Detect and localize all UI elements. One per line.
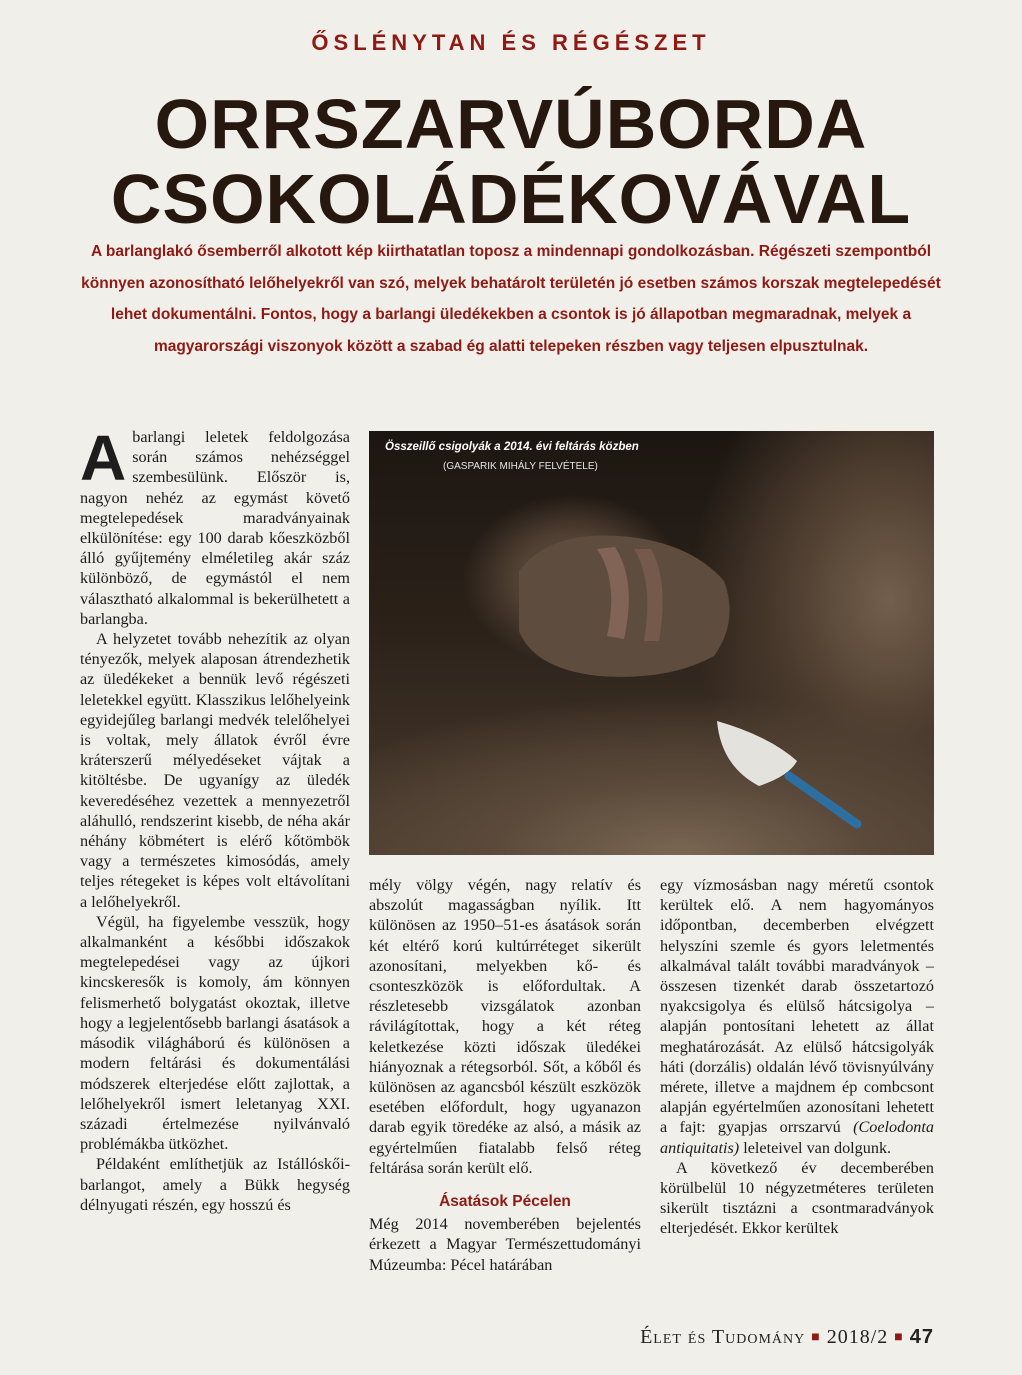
lead-paragraph: A barlanglakó ősemberről alkotott kép kiirthatatlan toposz a mindennapi gondolkozásban. Régészeti szempontból könnyen azonosítható lelőhelyekről van szó, melyek behatárolt területén jó esetben számos korszak megtelepedését lehet dokumentálni. Fontos, hogy a barlangi üledékekben a csontok is jó állapotban megmaradnak, melyek a magyarországi viszonyok között a szabad ég alatti telepeken részben vagy teljesen elpusztulnak. <box>81 243 941 355</box>
paragraph: mély völgy végén, nagy relatív és abszolút magasságban nyílik. Itt különösen az 1950–51-es ásatások során két eltérő korú kultúrréteget sikerült azonosítani, melyekben kő- és csonteszközök is előfordultak. A részletesebb vizsgálatok azonban rávilágítottak, hogy a két réteg keletkezése közti időszak üledékei hiányoznak a rétegsorból. Sőt, a kőből és különösen az agancsból készült eszközök esetében előfordult, hogy ugyanazon darab egyik töredéke az alsó, a másik az egyértelműen fiatalabb felső réteg feltárása során került elő. <box>369 876 641 1177</box>
paragraph: Végül, ha figyelembe vesszük, hogy alkalmanként a későbbi időszakok megtelepedései vagy az újkori kincskeresők is komoly, ám könnyen felismerhető bolygatást okoztak, illetve hogy a legjelentősebb barlangi ásatások a második világháború és különösen a modern feltárási és dokumentálási módszerek elterjedése előtt zajlottak, a lelőhelyekről ismert leletanyag XXI. századi értelmezése nyilvánvaló problémákba ütközhet. <box>80 912 350 1154</box>
paragraph <box>660 875 934 1158</box>
paragraph-text: barlangi leletek feldolgozása során számos nehézséggel szembesülünk. Először is, nagyon nehéz az egymást követő megtelepedések maradványainak elkülönítése: egy 100 darab kőeszközből álló gyűjtemény elméletileg akár száz különböző, de egymástól el nem választható alkalommal is bekerülhetett a barlangba. <box>80 428 350 628</box>
trowel-icon <box>717 721 857 824</box>
text-column-3 <box>660 875 934 1239</box>
text-column-2 <box>369 875 641 1275</box>
section-label: ŐSLÉNYTAN ÉS RÉGÉSZET <box>311 30 711 55</box>
article-title-line2: CSOKOLÁDÉKOVÁVAL <box>110 160 912 238</box>
page-number: 47 <box>909 1326 934 1348</box>
paragraph-text: leleteivel van dolgunk. <box>743 1138 892 1157</box>
bullet-icon: ■ <box>894 1330 904 1345</box>
vertebrae-icon <box>519 535 730 676</box>
paragraph: A következő év decemberében körülbelül 10 négyzetméteres területen sikerült tisztázni a csontmaradványok elterjedését. Ekkor kerültek <box>660 1158 934 1238</box>
paragraph <box>80 422 350 629</box>
paragraph: Példaként említhetjük az Istállóskői-barlangot, amely a Bükk hegység délnyugati részén, egy hosszú és <box>80 1155 350 1214</box>
page-footer <box>640 1326 934 1349</box>
photo-credit: (GASPARIK MIHÁLY FELVÉTELE) <box>443 461 598 472</box>
article-title-line1: ORRSZARVÚBORDA <box>154 85 868 163</box>
magazine-name: Élet és Tudomány <box>640 1326 806 1348</box>
paragraph-text: egy vízmosásban nagy méretű csontok kerültek elő. A nem hagyományos időpontban, decemberben elvégzett helyszíni szemle és gyors leletmentés alkalmával talált további maradványok – összesen tizenkét darab összetartozó nyakcsigolya és elülső hátcsigolya – alapján pontosítani lehetett az állat meghatározását. Az elülső hátcsigolyák háti (dorzális) oldalán lévő tövisnyúlvány mérete, illetve a majdnem ép combcsont alapján egyértelműen azonosítani lehetett a fajt: gyapjas orrszarvú <box>660 876 934 1137</box>
bullet-icon: ■ <box>811 1330 821 1345</box>
subheading: Ásatások Pécelen <box>439 1193 571 1211</box>
excavation-photo <box>369 431 934 855</box>
photo-illustration <box>369 431 934 855</box>
photo-caption: Összeillő csigolyák a 2014. évi feltárás közben <box>385 441 639 453</box>
paragraph: A helyzetet tovább nehezítik az olyan tényezők, melyek alaposan átrendezhetik az üledékeket a bennük levő régészeti leletekkel együtt. Klasszikus lelőhelyeink egyidejűleg barlangi medvék telelőhelyei is voltak, mely állatok évről évre kráterszerű mélyedéseket vájtak a kitöltésbe. De ugyanígy az üledék keveredéséhez vezettek a mennyezetről aláhulló, rendszerint kisebb, de néha akár néhány köbmétert is elérő kőtömbök vagy a természetes kimosódás, amely teljes rétegeket is képes volt eltávolítani a lelőhelyekről. <box>80 630 350 911</box>
text-column-1 <box>80 422 350 1215</box>
paragraph: Még 2014 novemberében bejelentés érkezett a Magyar Természettudományi Múzeumba: Pécel határában <box>369 1215 641 1274</box>
species-name: (Coelodonta antiquitatis) <box>660 1118 934 1157</box>
issue-number: 2018/2 <box>826 1326 889 1348</box>
drop-cap: A <box>80 422 127 494</box>
